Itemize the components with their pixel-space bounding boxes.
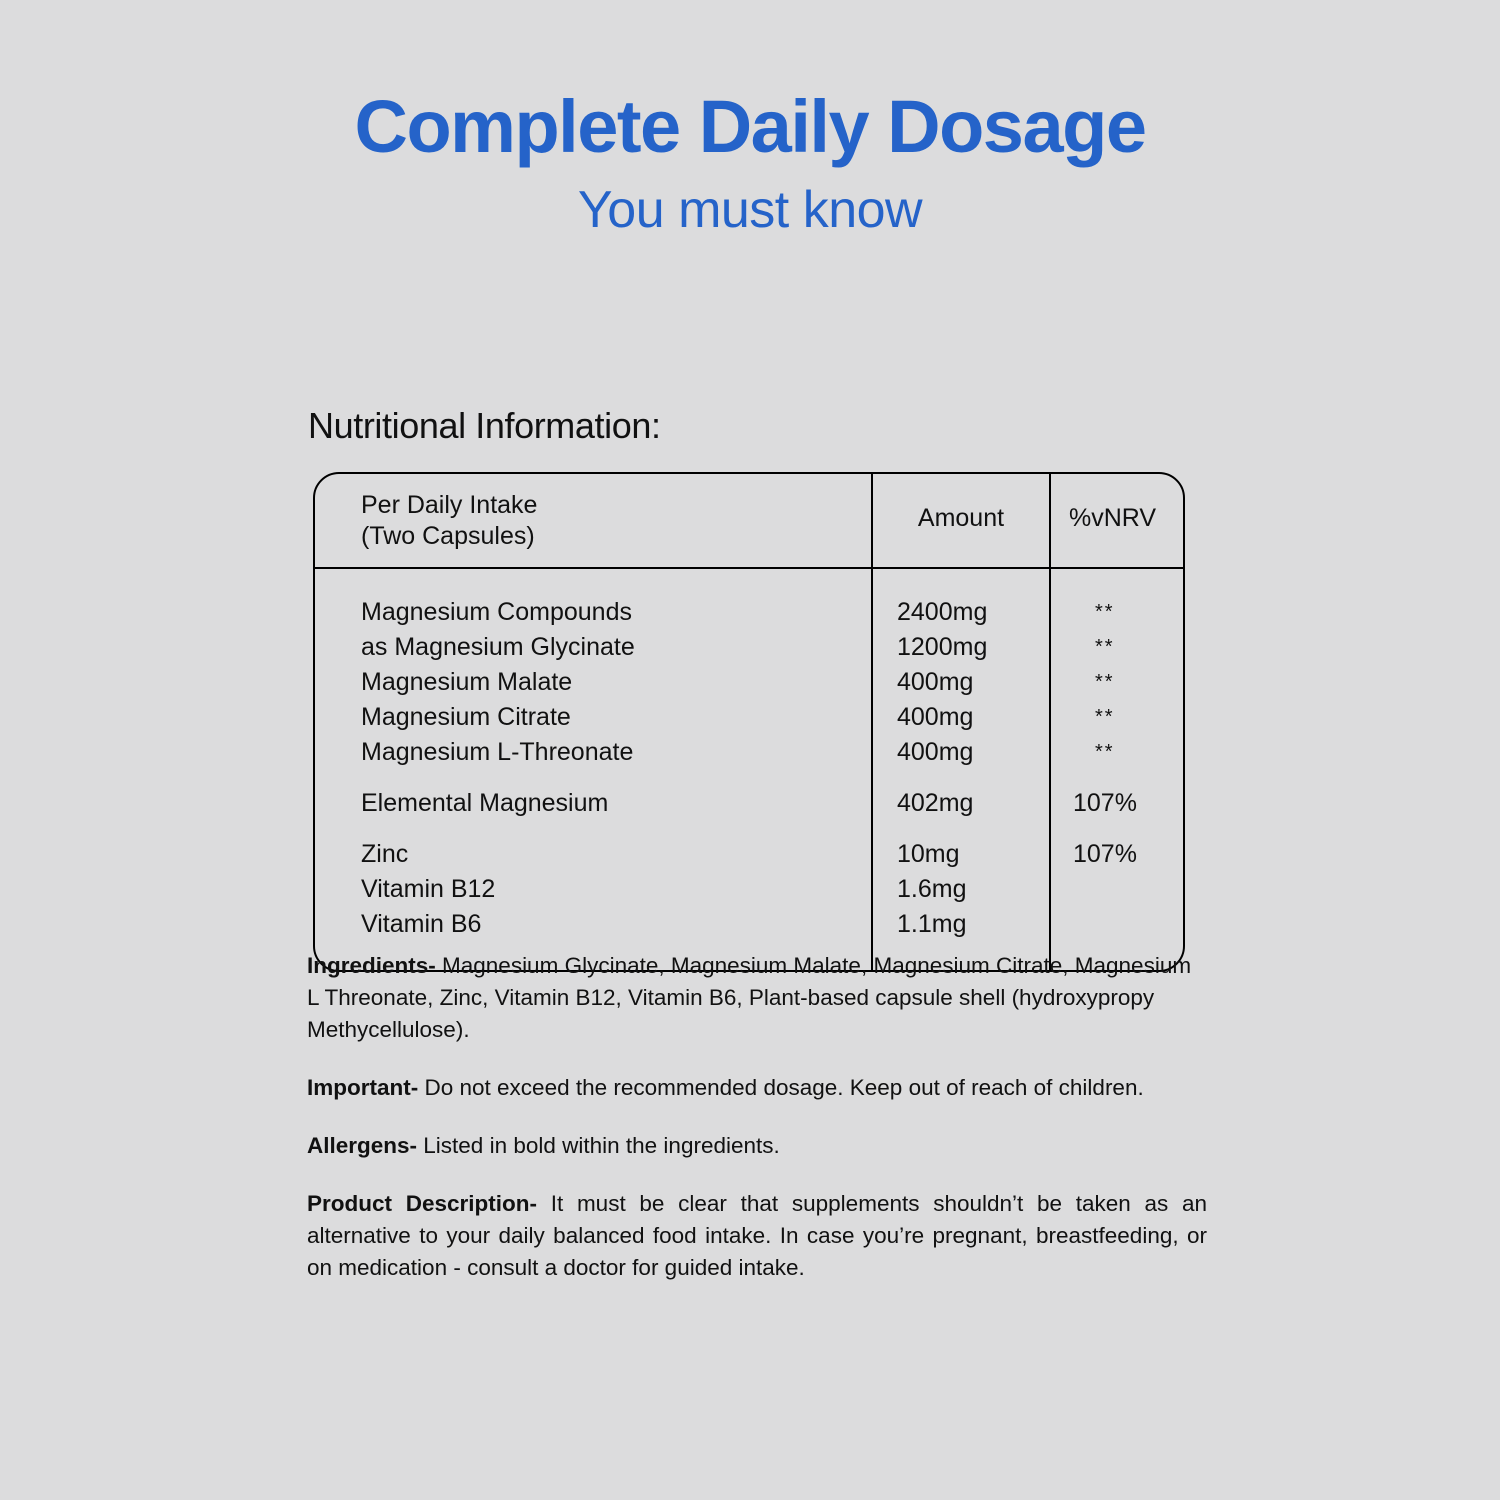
table-row: Elemental Magnesium [361,789,609,817]
product-description-label: Product Description- [307,1190,537,1216]
allergens-label: Allergens- [307,1132,418,1158]
table-row: Zinc [361,840,409,868]
table-row: as Magnesium Glycinate [361,633,635,661]
nrv-value: ** [1095,671,1115,693]
nrv-value: ** [1095,636,1115,658]
nrv-value: ** [1095,601,1115,623]
table-row: Magnesium Malate [361,668,573,696]
nutrient-names-column [315,568,872,970]
table-row: Vitamin B12 [361,875,496,903]
table-row: Magnesium Compounds [361,598,632,626]
important-note [307,1072,1207,1104]
page-header [0,0,1500,240]
header-cell-nrv: %vNRV [1050,474,1185,568]
header-cell-amount: Amount [872,474,1050,568]
table-body-row [315,568,1185,970]
nutrition-table-box [313,472,1185,972]
amount-value: 10mg [897,840,960,868]
nutrient-nrv-column [1050,568,1185,970]
allergens-text: Listed in bold within the ingredients. [417,1132,780,1158]
header-intake-line1: Per Daily Intake [361,491,538,519]
ingredients-text: Magnesium Glycinate, Magnesium Malate, Magnesium Citrate, Magnesium L Threonate, Zinc, Vitamin B12, Vitamin B6, Plant-based capsule shell (hydroxypropy Methycellulose). [307,953,1192,1042]
allergens-note [307,1130,1207,1162]
nrv-value [1073,872,1185,907]
ingredients-label: Ingredients- [307,953,436,978]
nutritional-information-heading: Nutritional Information: [308,405,661,446]
nrv-value [1073,907,1185,942]
page-title: Complete Daily Dosage [354,85,1146,168]
amount-value: 402mg [897,789,974,817]
header-cell-intake [315,474,872,568]
nrv-value: 107% [1073,840,1137,868]
amount-value: 1.6mg [897,875,967,903]
amount-value: 2400mg [897,598,988,626]
product-description-text: It must be clear that supplements shouldn’t be taken as an alternative to your daily balanced food intake. In case you’re pregnant, breastfeeding, or on medication - consult a doctor for guided intake. [307,1190,1207,1280]
important-label: Important- [307,1074,419,1100]
amount-value: 400mg [897,738,974,766]
nutrition-table [315,474,1185,970]
ingredients-note [307,950,1207,1046]
nrv-value: ** [1095,706,1115,728]
product-description-note [307,1188,1207,1284]
amount-value: 1200mg [897,633,988,661]
notes-section [307,950,1207,1284]
table-row: Magnesium L-Threonate [361,738,634,766]
page-subtitle: You must know [577,180,923,239]
nrv-value: 107% [1073,789,1137,817]
table-row: Magnesium Citrate [361,703,571,731]
important-text: Do not exceed the recommended dosage. Keep out of reach of children. [418,1074,1144,1100]
amount-value: 1.1mg [897,910,967,938]
nrv-value: ** [1095,741,1115,763]
table-header-row [315,474,1185,568]
header-intake-line2: (Two Capsules) [361,521,535,550]
amount-value: 400mg [897,703,974,731]
table-row: Vitamin B6 [361,910,482,938]
nutrient-amounts-column [872,568,1050,970]
amount-value: 400mg [897,668,974,696]
